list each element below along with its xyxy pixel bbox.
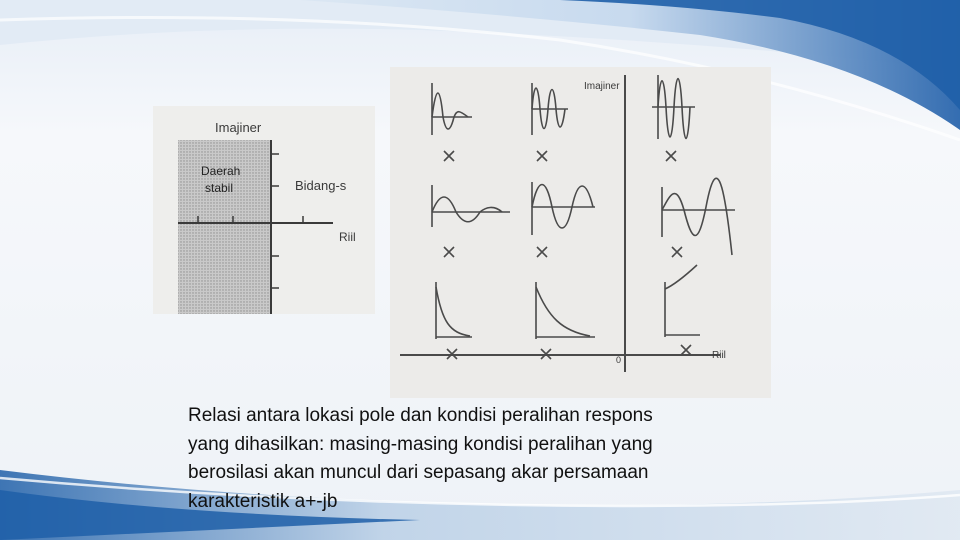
caption-line: berosilasi akan muncul dari sepasang akar persamaan [188,462,649,483]
response-plot-r1c1 [432,83,472,135]
caption-line: karakteristik a+-jb [188,490,338,512]
origin-label: 0 [616,355,622,365]
response-plot-r3c1 [436,282,472,339]
pole-response-diagram [390,67,771,398]
stable-region-label-line2: stabil [205,181,234,195]
s-plane-figure [153,106,375,314]
response-plot-r1c2 [532,83,568,135]
pole-marker [681,345,691,355]
response-plot-r3c3 [665,265,700,337]
caption-line: Relasi antara lokasi pole dan kondisi peralihan respons [188,405,653,426]
pole-marker [537,151,547,161]
imaginary-axis-label: Imajiner [584,81,620,92]
response-plot-r3c2 [536,282,595,339]
s-plane-diagram [153,106,375,314]
response-plot-r1c3 [652,75,695,139]
response-plot-r2c1 [432,185,510,227]
pole-marker [666,151,676,161]
response-plot-r2c3 [662,178,735,255]
pole-marker [444,151,454,161]
pole-response-figure [390,67,771,398]
caption-line: yang dihasilkan: masing-masing kondisi peralihan yang [188,433,653,455]
stable-region-label-line1: Daerah [201,164,241,178]
plane-label: Bidang-s [295,178,347,193]
real-axis-label: Riil [339,230,356,244]
pole-marker [537,247,547,257]
pole-marker [672,247,682,257]
response-plot-r2c2 [532,182,595,235]
caption [188,402,808,516]
imaginary-axis-label: Imajiner [215,120,262,135]
pole-marker [444,247,454,257]
real-axis-label: Riil [712,350,726,361]
